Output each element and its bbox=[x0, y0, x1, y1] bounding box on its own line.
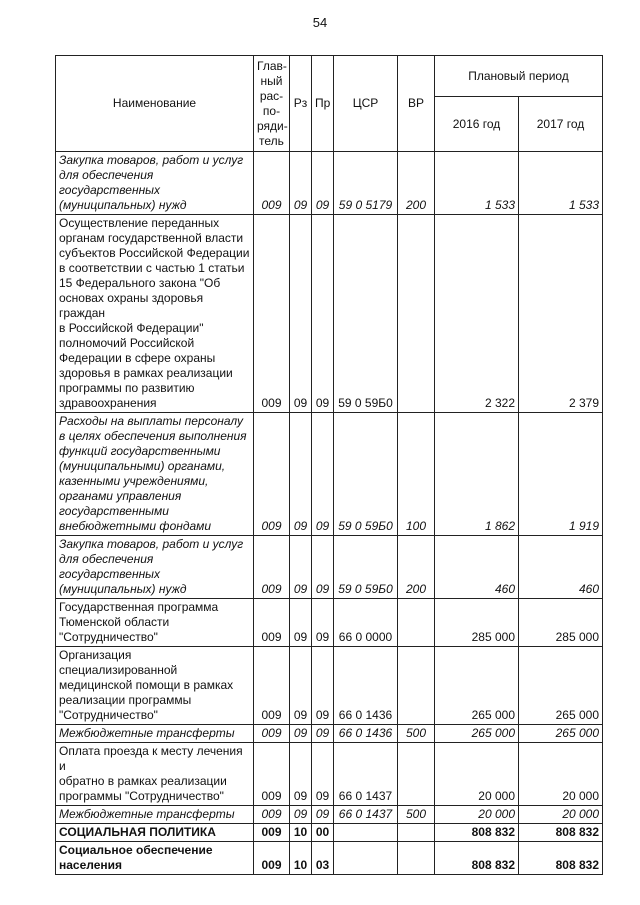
cell-pr: 09 bbox=[312, 647, 334, 725]
table-row bbox=[56, 536, 603, 599]
cell-vr: 200 bbox=[398, 152, 435, 215]
header-vr: ВР bbox=[398, 56, 435, 152]
cell-2016: 460 bbox=[435, 536, 519, 599]
cell-2017: 20 000 bbox=[519, 743, 603, 806]
cell-vr bbox=[398, 215, 435, 413]
cell-rz: 09 bbox=[290, 806, 312, 824]
cell-2016: 265 000 bbox=[435, 647, 519, 725]
cell-name: Организация специализированной медицинской помощи в рамках реализации программы "Сотрудничество" bbox=[56, 647, 254, 725]
cell-csr: 59 0 59Б0 bbox=[334, 413, 398, 536]
header-period: Плановый период bbox=[435, 56, 603, 97]
cell-2016: 808 832 bbox=[435, 824, 519, 842]
table-row bbox=[56, 806, 603, 824]
table-row bbox=[56, 647, 603, 725]
cell-2016: 1 862 bbox=[435, 413, 519, 536]
table-row bbox=[56, 743, 603, 806]
table-row bbox=[56, 215, 603, 413]
cell-main-manager: 009 bbox=[254, 725, 290, 743]
cell-pr: 09 bbox=[312, 806, 334, 824]
cell-2017: 2 379 bbox=[519, 215, 603, 413]
table-row bbox=[56, 152, 603, 215]
header-year-2017: 2017 год bbox=[519, 97, 603, 152]
cell-pr: 09 bbox=[312, 413, 334, 536]
cell-pr: 09 bbox=[312, 215, 334, 413]
cell-csr: 66 0 1437 bbox=[334, 806, 398, 824]
cell-csr: 66 0 1436 bbox=[334, 725, 398, 743]
cell-pr: 09 bbox=[312, 152, 334, 215]
cell-main-manager: 009 bbox=[254, 842, 290, 875]
cell-2017: 460 bbox=[519, 536, 603, 599]
table-row bbox=[56, 599, 603, 647]
cell-2017: 265 000 bbox=[519, 647, 603, 725]
cell-2016: 20 000 bbox=[435, 743, 519, 806]
cell-main-manager: 009 bbox=[254, 152, 290, 215]
cell-csr: 66 0 1436 bbox=[334, 647, 398, 725]
cell-name: Расходы на выплаты персоналу в целях обеспечения выполнения функций государственными (муниципальными) органами, казенными учреждениями, органами управления государственными внебюджетными фондами bbox=[56, 413, 254, 536]
table-body bbox=[56, 152, 603, 875]
table-row bbox=[56, 842, 603, 875]
page-number: 54 bbox=[312, 15, 328, 30]
cell-rz: 10 bbox=[290, 842, 312, 875]
cell-csr: 59 0 59Б0 bbox=[334, 215, 398, 413]
cell-csr bbox=[334, 824, 398, 842]
cell-vr: 200 bbox=[398, 536, 435, 599]
cell-csr bbox=[334, 842, 398, 875]
cell-2017: 20 000 bbox=[519, 806, 603, 824]
cell-name: Социальное обеспечение населения bbox=[56, 842, 254, 875]
cell-main-manager: 009 bbox=[254, 806, 290, 824]
cell-pr: 09 bbox=[312, 599, 334, 647]
cell-main-manager: 009 bbox=[254, 413, 290, 536]
cell-csr: 66 0 0000 bbox=[334, 599, 398, 647]
cell-2017: 1 533 bbox=[519, 152, 603, 215]
cell-rz: 09 bbox=[290, 743, 312, 806]
cell-vr bbox=[398, 824, 435, 842]
cell-vr: 100 bbox=[398, 413, 435, 536]
cell-pr: 09 bbox=[312, 725, 334, 743]
cell-name: Осуществление переданных органам государственной власти субъектов Российской Федерации в соответствии с частью 1 статьи 15 Федерального закона "Об основах охраны здоровья граждан в Российской Федерации" полномочий Российской Федерации в сфере охраны здоровья в рамках реализации программы по развитию здравоохранения bbox=[56, 215, 254, 413]
header-main-manager: Глав- ный рас- по- ряди- тель bbox=[254, 56, 290, 152]
cell-pr: 03 bbox=[312, 842, 334, 875]
cell-pr: 09 bbox=[312, 536, 334, 599]
cell-main-manager: 009 bbox=[254, 824, 290, 842]
header-pr: Пр bbox=[312, 56, 334, 152]
cell-vr: 500 bbox=[398, 725, 435, 743]
cell-2016: 20 000 bbox=[435, 806, 519, 824]
cell-rz: 09 bbox=[290, 599, 312, 647]
table-row bbox=[56, 824, 603, 842]
cell-main-manager: 009 bbox=[254, 743, 290, 806]
cell-2017: 285 000 bbox=[519, 599, 603, 647]
header-year-2016: 2016 год bbox=[435, 97, 519, 152]
cell-main-manager: 009 bbox=[254, 647, 290, 725]
cell-rz: 09 bbox=[290, 536, 312, 599]
cell-name: Закупка товаров, работ и услуг для обеспечения государственных (муниципальных) нужд bbox=[56, 152, 254, 215]
cell-rz: 09 bbox=[290, 152, 312, 215]
cell-2017: 265 000 bbox=[519, 725, 603, 743]
cell-2016: 808 832 bbox=[435, 842, 519, 875]
cell-rz: 10 bbox=[290, 824, 312, 842]
table-row bbox=[56, 725, 603, 743]
cell-2016: 1 533 bbox=[435, 152, 519, 215]
cell-pr: 09 bbox=[312, 743, 334, 806]
cell-rz: 09 bbox=[290, 413, 312, 536]
header-rz: Рз bbox=[290, 56, 312, 152]
budget-table bbox=[55, 55, 603, 875]
cell-rz: 09 bbox=[290, 725, 312, 743]
cell-2016: 2 322 bbox=[435, 215, 519, 413]
cell-rz: 09 bbox=[290, 215, 312, 413]
cell-main-manager: 009 bbox=[254, 215, 290, 413]
header-name: Наименование bbox=[56, 56, 254, 152]
cell-name: Государственная программа Тюменской области "Сотрудничество" bbox=[56, 599, 254, 647]
cell-name: Межбюджетные трансферты bbox=[56, 725, 254, 743]
cell-2017: 808 832 bbox=[519, 824, 603, 842]
cell-2016: 265 000 bbox=[435, 725, 519, 743]
cell-name: Межбюджетные трансферты bbox=[56, 806, 254, 824]
cell-2017: 1 919 bbox=[519, 413, 603, 536]
cell-2016: 285 000 bbox=[435, 599, 519, 647]
cell-vr bbox=[398, 647, 435, 725]
cell-vr bbox=[398, 743, 435, 806]
table-header bbox=[56, 56, 603, 152]
table-row bbox=[56, 413, 603, 536]
cell-name: СОЦИАЛЬНАЯ ПОЛИТИКА bbox=[56, 824, 254, 842]
cell-name: Закупка товаров, работ и услуг для обеспечения государственных (муниципальных) нужд bbox=[56, 536, 254, 599]
cell-rz: 09 bbox=[290, 647, 312, 725]
cell-main-manager: 009 bbox=[254, 536, 290, 599]
cell-pr: 00 bbox=[312, 824, 334, 842]
cell-vr: 500 bbox=[398, 806, 435, 824]
cell-vr bbox=[398, 599, 435, 647]
header-csr: ЦСР bbox=[334, 56, 398, 152]
cell-vr bbox=[398, 842, 435, 875]
cell-csr: 59 0 5179 bbox=[334, 152, 398, 215]
cell-2017: 808 832 bbox=[519, 842, 603, 875]
cell-csr: 66 0 1437 bbox=[334, 743, 398, 806]
cell-main-manager: 009 bbox=[254, 599, 290, 647]
cell-name: Оплата проезда к месту лечения и обратно в рамках реализации программы "Сотрудничество" bbox=[56, 743, 254, 806]
cell-csr: 59 0 59Б0 bbox=[334, 536, 398, 599]
